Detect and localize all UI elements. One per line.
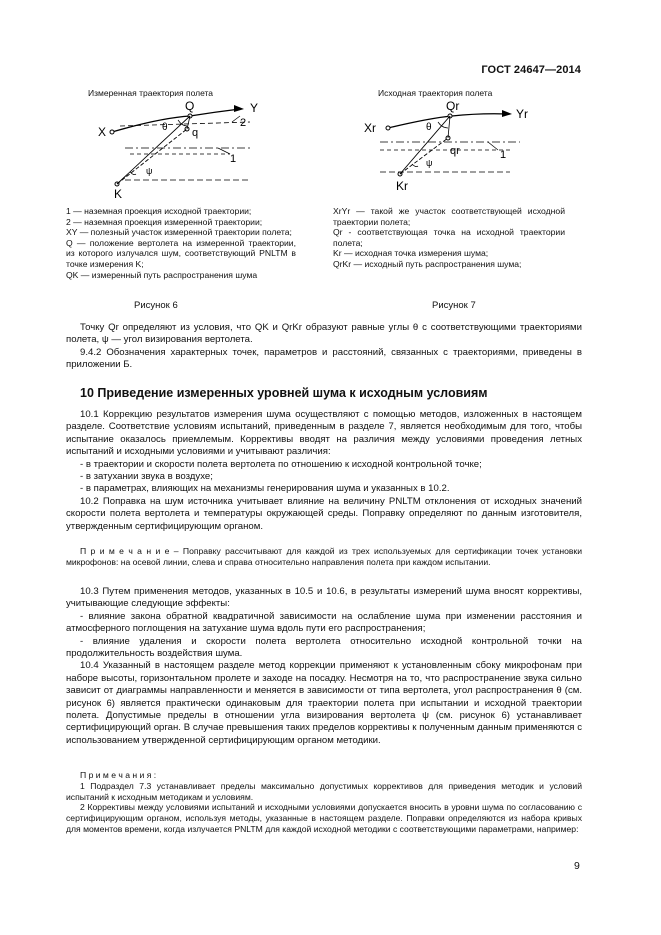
fig7-path-qk-dashed <box>400 138 448 174</box>
intro-text <box>66 322 582 372</box>
fig7-legend-item: Kr — исходная точка измерения шума; <box>333 248 489 259</box>
section-body-2 <box>66 586 582 747</box>
fig7-leader-1 <box>488 142 498 150</box>
body-paragraph: 10.1 Коррекцию результатов измерения шума осуществляют с помощью методов, изложенных в настоящем разделе. Соответствие условиям испытаний, приведенным в разделе 7, является необходимым для того, чтобы испытание оказалось приемлемым. Коррективы вводят на различия между условиями проведения летных испытаний и исходными условиями и учитывают различия: <box>66 409 582 458</box>
note-paragraph: П р и м е ч а н и е – Поправку рассчитывают для каждой из трех используемых для сертификации точек установки микрофонов: на осевой линии, слева и справа относительно направления полета при каждом испытании. <box>66 546 582 567</box>
figure6-legend <box>66 206 296 280</box>
body-paragraph: - в траектории и скорости полета вертолета по отношению к исходной контрольной точке; <box>80 458 482 470</box>
body-paragraph: 10.4 Указанный в настоящем разделе метод коррекции применяют к установленным сбоку микрофонам при наборе высоты, горизонтальном пролете и заходе на посадку. Несмотря на то, что распространение звука сильно зависит от диаграммы направленности и меняется в зависимости от типа вертолета, угол распространения θ (см. рисунок 6) является практически одинаковым для траектории полета при испытании и исходной траектории полета. Допустимые пределы в отношении угла визирования вертолета ψ (см. рисунок 6) устанавливает сертифицирующий орган. В случае превышения таких пределов коррективы к полученным данным применяются с использованием утвержденной сертифицирующим органом методики. <box>66 660 582 746</box>
fig7-legend-item: QrKr — исходный путь распространения шума; <box>333 258 522 269</box>
fig6-arrow-head <box>234 105 244 112</box>
fig7-vertical <box>448 116 450 138</box>
intro-paragraph: Точку Qr определяют из условия, что QK и QrKr образуют равные углы θ с соответствующими траекториями полета, ψ — угол визирования вертолета. <box>66 322 582 346</box>
fig7-label-q: Qr <box>446 99 460 113</box>
fig7-label-psi: ψ <box>426 158 433 168</box>
figure7-caption-top: Исходная траектория полета <box>378 88 493 98</box>
fig7-label-x: Xr <box>364 121 376 135</box>
fig7-path-qk <box>400 116 450 174</box>
note-paragraph: 2 Коррективы между условиями испытаний и исходными условиями допускается вносить в уровни шума по согласованию с сертифицирующим органом, используя методы, указанные в настоящем разделе. Поправки определяются из набора кривых для моментов времени, когда излучается PNLTM для каждой исходной методики с соответствующими параметрами, например: <box>66 802 582 834</box>
note-1 <box>66 546 582 568</box>
fig7-arrow-head <box>502 110 512 117</box>
section-title: 10 Приведение измеренных уровней шума к исходным условиям <box>80 386 488 400</box>
standard-header: ГОСТ 24647—2014 <box>481 64 581 76</box>
fig6-psi-arc <box>130 172 136 175</box>
fig7-label-theta: θ <box>426 122 432 133</box>
fig7-label-1: 1 <box>500 149 507 161</box>
fig6-legend-item: Q — положение вертолета на измеренной траектории, из которого излучался шум, соответствующий PNLTM в точке измерения K; <box>66 237 296 269</box>
fig7-psi-arc <box>412 164 418 167</box>
fig7-label-y: Yr <box>516 107 528 121</box>
fig6-label-q: Q <box>185 99 195 113</box>
body-paragraph: - влияние удаления и скорости полета вертолета относительно исходной контрольной точки на продолжительность воздействия шума. <box>66 635 582 660</box>
figure6-title: Рисунок 6 <box>134 300 178 311</box>
fig6-label-k: K <box>114 187 123 201</box>
intro-paragraph: 9.4.2 Обозначения характерных точек, параметров и расстояний, связанных с траекториями, приведены в приложении Б. <box>66 346 582 371</box>
notes-heading: П р и м е ч а н и я : <box>80 770 157 780</box>
fig6-label-q-small: q <box>192 127 199 139</box>
fig6-label-theta: θ <box>162 122 168 133</box>
body-paragraph: 10.2 Поправка на шум источника учитывает влияние на величину PNLTM отклонения от исходных значений скорости полета вертолета и температуры окружающей среды. Поправку определяют по данным изготовителя, утвержденным сертифицирующим органом. <box>66 495 582 532</box>
fig6-path-qk <box>117 116 190 184</box>
figure7-diagram <box>360 96 540 202</box>
figure7-legend <box>333 206 565 270</box>
notes-block <box>66 770 582 835</box>
fig6-leader-2 <box>232 116 240 122</box>
fig6-legend-item: 1 — наземная проекция исходной траектории; <box>66 206 252 216</box>
body-paragraph: - в затухании звука в воздухе; <box>80 471 213 483</box>
body-paragraph: - влияние закона обратной квадратичной зависимости на ослабление шума при изменении расстояния и атмосферного поглощения на затухание шума вдоль пути его распространения; <box>66 610 582 635</box>
figure7-title: Рисунок 7 <box>432 300 476 311</box>
fig6-legend-item: 2 — наземная проекция измеренной траектории; <box>66 216 263 227</box>
fig7-label-q-small: qr <box>450 145 460 157</box>
fig7-label-k: Kr <box>396 179 408 193</box>
figure6-caption-top: Измеренная траектория полета <box>88 88 214 98</box>
fig6-leader-1 <box>218 148 230 154</box>
section-body <box>66 409 582 533</box>
fig6-label-1: 1 <box>230 153 237 165</box>
fig6-legend-item: QK — измеренный путь распространения шума <box>66 269 258 280</box>
figure6-diagram <box>90 96 270 202</box>
fig6-point-x <box>110 130 114 134</box>
fig7-legend-item: Qr - соответствующая точка на исходной траектории полета; <box>333 227 565 248</box>
page-number: 9 <box>574 860 580 872</box>
fig6-label-x: X <box>98 125 107 139</box>
fig6-label-psi: ψ <box>146 166 153 176</box>
fig7-legend-item: XrYr — такой же участок соответствующей исходной траектории полета; <box>333 206 565 227</box>
body-paragraph: - в параметрах, влияющих на механизмы генерирования шума и указанных в 10.2. <box>80 483 450 495</box>
fig7-point-x <box>386 126 390 130</box>
fig7-theta-arc <box>438 122 448 128</box>
fig6-legend-item: XY — полезный участок измеренной траектории полета; <box>66 227 292 238</box>
fig6-label-y: Y <box>250 101 259 115</box>
body-paragraph: 10.3 Путем применения методов, указанных в 10.5 и 10.6, в результаты измерений шума вносят коррективы, учитывающие следующие эффекты: <box>66 586 582 610</box>
note-paragraph: 1 Подраздел 7.3 устанавливает пределы максимально допустимых коррективов для приведения методик и условий испытаний к исходным методикам и условиям. <box>66 780 582 802</box>
fig6-label-2: 2 <box>240 117 247 129</box>
